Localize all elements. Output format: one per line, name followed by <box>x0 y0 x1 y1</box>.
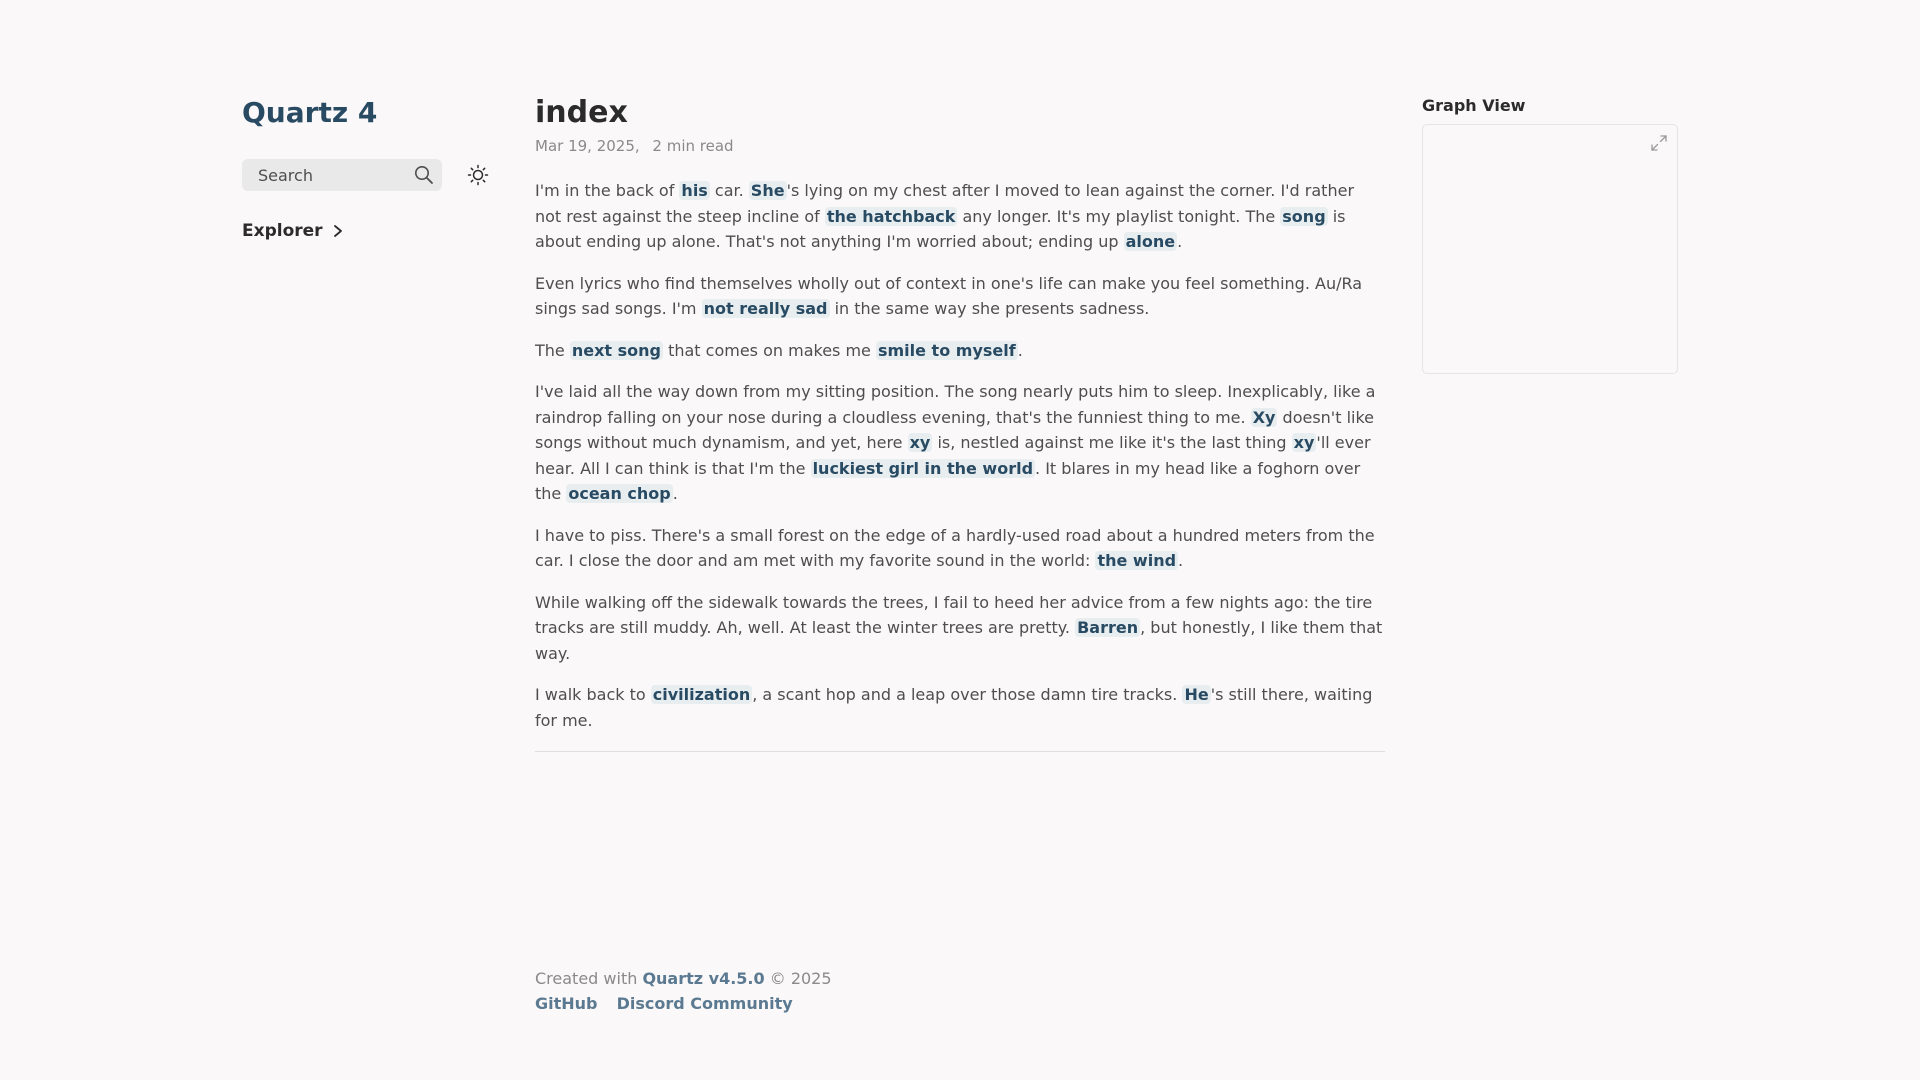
internal-link[interactable]: his <box>681 181 708 200</box>
left-sidebar <box>242 96 492 241</box>
paragraph-6: While walking off the sidewalk towards the trees, I fail to heed her advice from a few nights ago: the tire tracks are still muddy. Ah, well. At least the winter trees are pretty. Barren , but honestly, I like them that way. <box>535 592 1383 663</box>
site-title[interactable]: Quartz 4 <box>242 96 378 129</box>
sun-icon <box>467 164 489 186</box>
quartz-link[interactable]: Quartz v4.5.0 <box>642 969 765 988</box>
paragraph-2: Even lyrics who find themselves wholly out of context in one's life can make you feel something. Au/Ra sings sad songs. I'm not really sad in the same way she presents sadness. <box>535 273 1363 318</box>
search-icon <box>414 165 434 185</box>
discord-link[interactable]: Discord Community <box>616 994 793 1013</box>
page-meta <box>535 136 1385 156</box>
article-body <box>535 178 1385 733</box>
internal-link[interactable]: next song <box>571 340 661 360</box>
internal-link[interactable]: Xy <box>1252 407 1276 427</box>
footer-created-text: Created with <box>535 969 643 988</box>
internal-link[interactable]: not really sad <box>703 299 828 318</box>
graph-view-title: Graph View <box>1422 96 1526 115</box>
paragraph-7: I walk back to civilization , a scant hop and a leap over those damn tire tracks. He 's still there, waiting for me. <box>535 685 1373 730</box>
paragraph-3: The next song that comes on makes me smile to myself . <box>535 340 1023 360</box>
internal-link[interactable]: luckiest girl in the world <box>812 458 1034 478</box>
paragraph-1: I'm in the back of his car. She 's lying on my chest after I moved to lean against the corner. I'd rather not rest against the steep incline of the hatchback any longer. It's my playlist tonight. The song is about ending up alone. That's not anything I'm worried about; ending up alone . <box>535 181 1355 251</box>
internal-link[interactable]: She <box>750 181 785 200</box>
internal-link[interactable]: alone <box>1125 232 1176 251</box>
internal-link[interactable]: the wind <box>1097 551 1177 570</box>
internal-link[interactable]: He <box>1184 685 1209 704</box>
search-label: Search <box>258 165 313 185</box>
footer <box>535 966 832 1016</box>
page-date: Mar 19, 2025, <box>535 137 640 155</box>
internal-link[interactable]: song <box>1282 206 1326 226</box>
internal-link[interactable]: xy <box>909 433 931 452</box>
paragraph-4: I've laid all the way down from my sitting position. The song nearly puts him to sleep. Inexplicably, like a raindrop falling on your nose during a cloudless evening, that's the funniest thing to me. Xy doesn't like songs without much dynamism, and yet, here xy is, nestled against me like it's the last thing xy 'll ever hear. All I can think is that I'm the luckiest girl in the world . It blares in my head like a foghorn over the ocean chop . <box>535 382 1376 503</box>
paragraph-5: I have to piss. There's a small forest on the edge of a hardly-used road about a hundred meters from the car. I close the door and am met with my favorite sound in the world: the wind . <box>535 525 1375 570</box>
reading-time: 2 min read <box>652 137 734 155</box>
internal-link[interactable]: ocean chop <box>568 484 671 503</box>
main-content <box>535 96 1385 752</box>
github-link[interactable]: GitHub <box>535 994 598 1013</box>
internal-link[interactable]: Barren <box>1077 618 1139 637</box>
explorer-label: Explorer <box>242 221 323 241</box>
right-sidebar <box>1422 96 1678 374</box>
footer-copyright: © 2025 <box>764 969 832 988</box>
internal-link[interactable]: xy <box>1293 433 1315 452</box>
explorer-toggle[interactable] <box>242 221 492 241</box>
internal-link[interactable]: smile to myself <box>877 340 1016 360</box>
page-title: index <box>535 95 628 130</box>
search-button[interactable] <box>242 159 442 191</box>
chevron-right-icon <box>331 224 345 238</box>
internal-link[interactable]: civilization <box>652 685 751 704</box>
graph-view[interactable] <box>1422 124 1678 374</box>
content-divider <box>535 751 1385 752</box>
footer-credit <box>535 966 832 991</box>
footer-links <box>535 991 832 1016</box>
expand-icon[interactable] <box>1649 133 1669 153</box>
darkmode-toggle[interactable] <box>466 163 490 187</box>
search-row <box>242 159 492 191</box>
internal-link[interactable]: the hatchback <box>826 206 956 226</box>
